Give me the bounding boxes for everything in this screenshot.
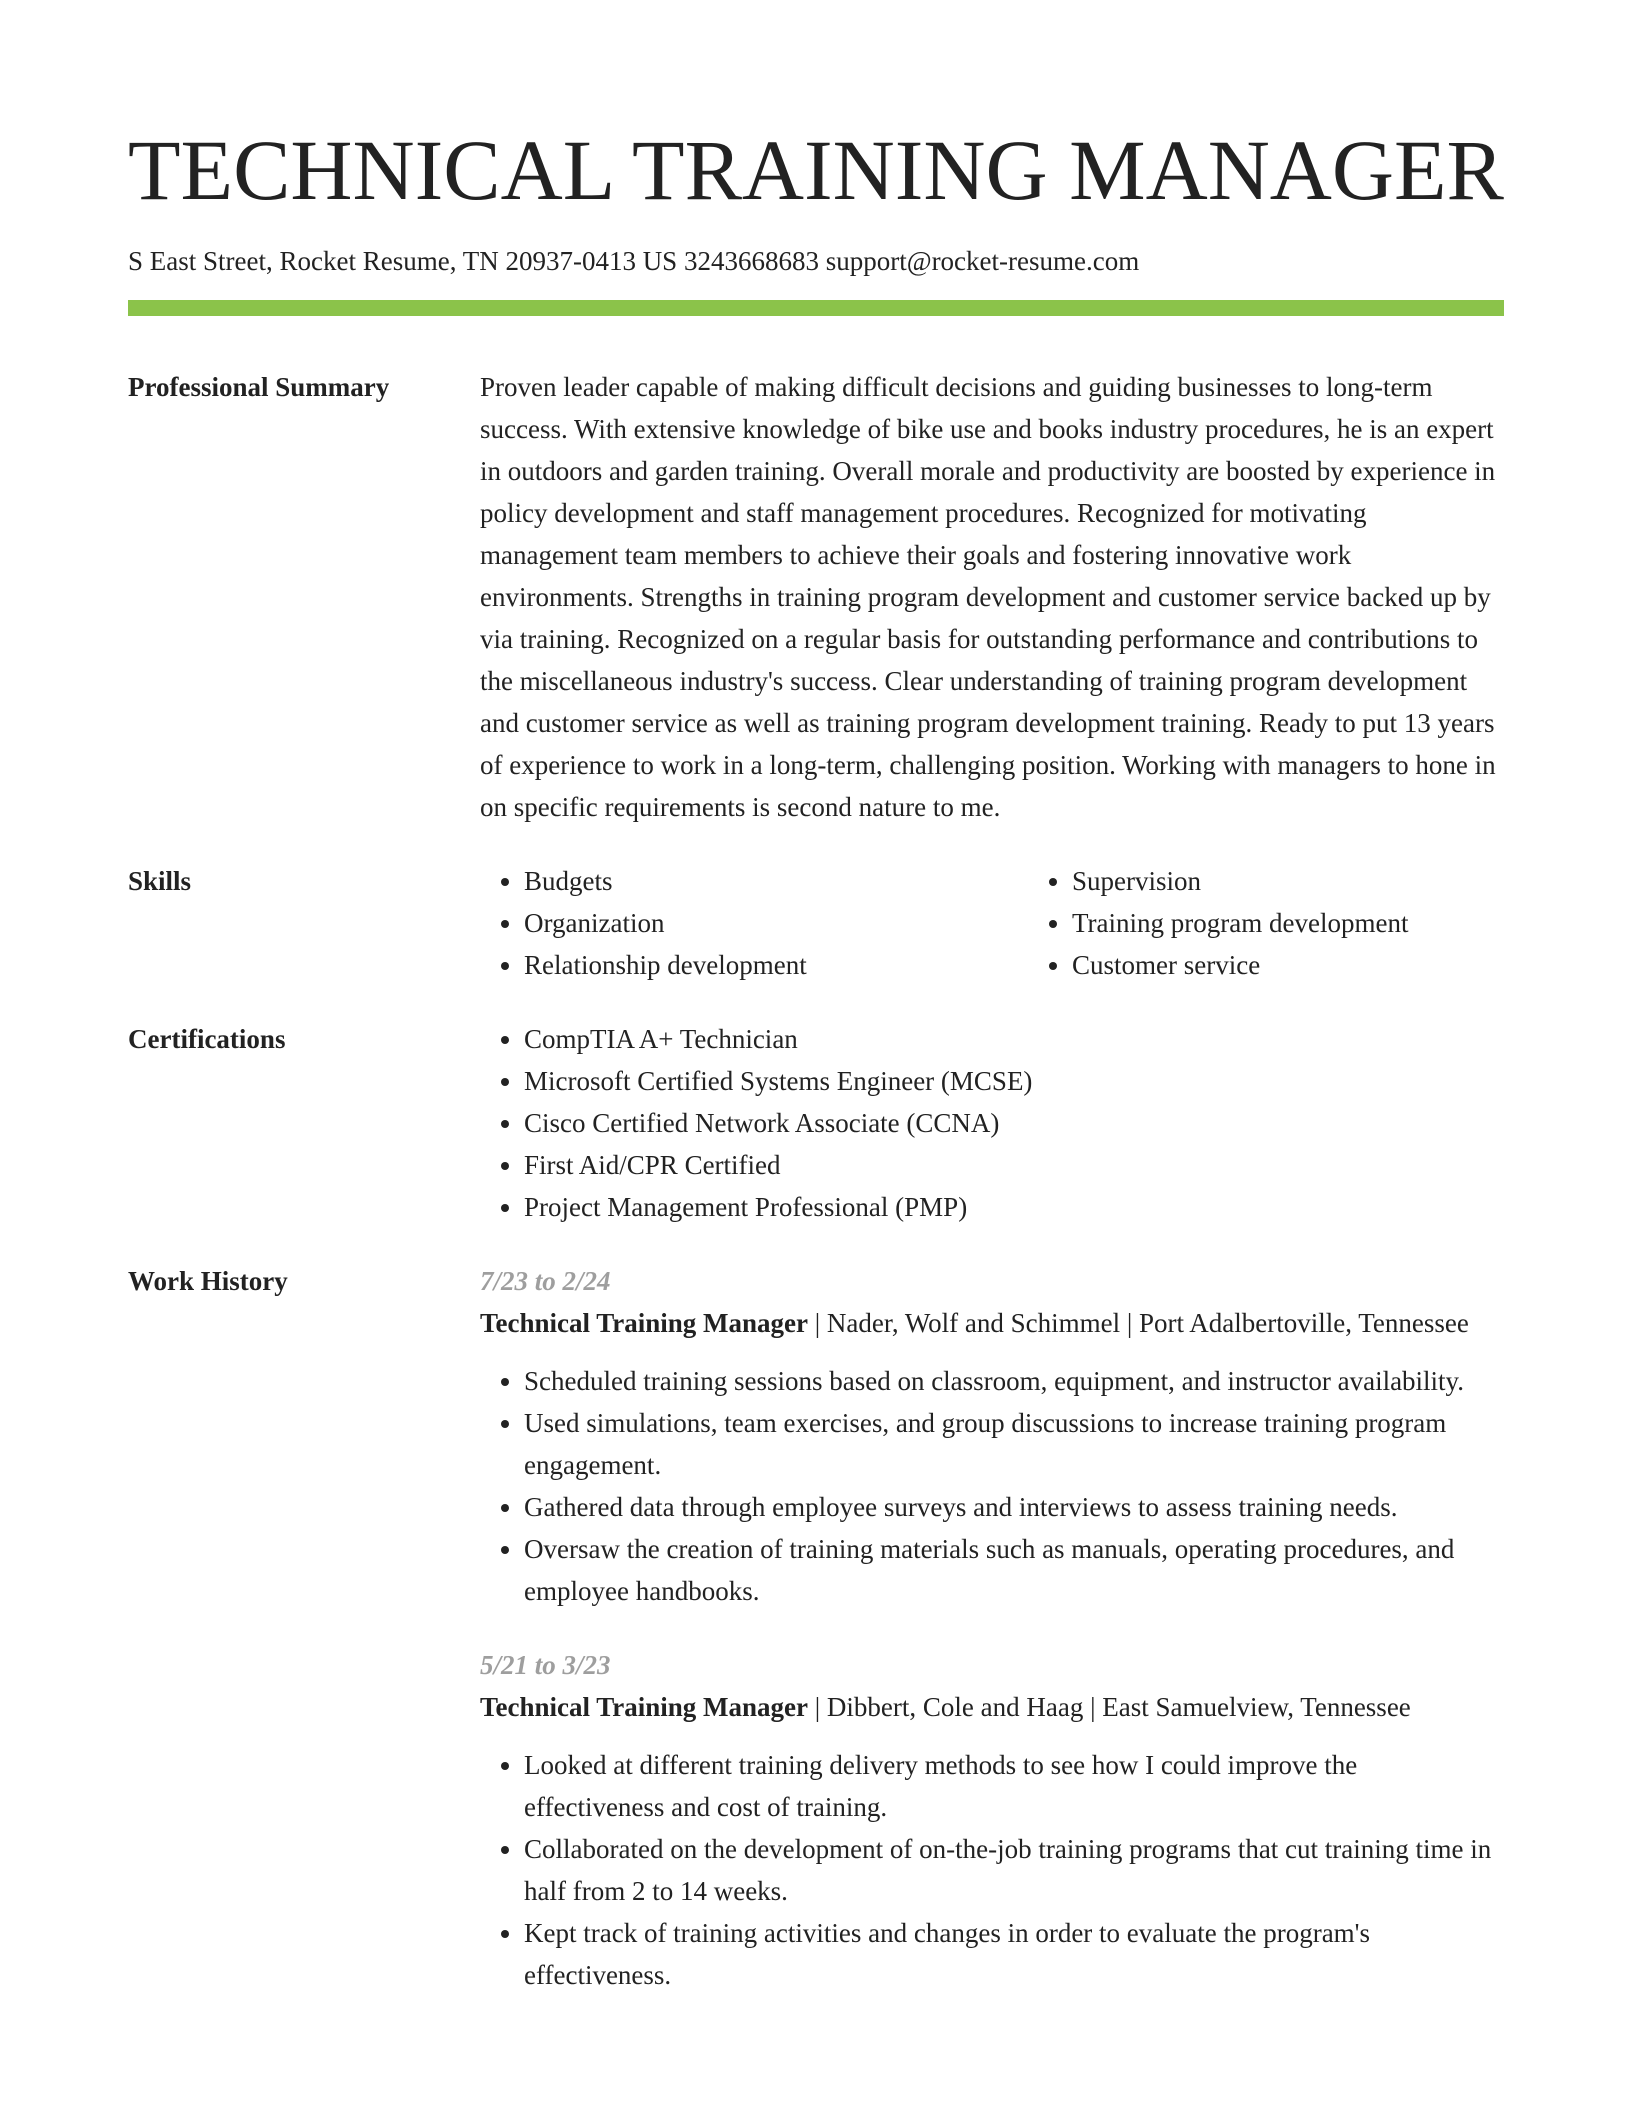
list-item: • Project Management Professional (PMP)	[524, 1186, 1504, 1228]
list-item: • Cisco Certified Network Associate (CCNA)	[524, 1102, 1504, 1144]
job-dates: 5/21 to 3/23	[480, 1650, 611, 1680]
section-heading: Skills	[128, 866, 192, 896]
list-item: • Gathered data through employee surveys and interviews to assess training needs.	[524, 1486, 1504, 1528]
certifications-body	[480, 1018, 1504, 1228]
list-item: • Used simulations, team exercises, and group discussions to increase training program engagement.	[524, 1402, 1504, 1486]
skills-list-right	[1028, 860, 1504, 986]
job-bullets	[480, 1744, 1504, 1996]
list-item: • Customer service	[1072, 944, 1504, 986]
list-item: • Collaborated on the development of on-the-job training programs that cut training time in half from 2 to 14 weeks.	[524, 1828, 1504, 1912]
job-details: | Dibbert, Cole and Haag | East Samuelview, Tennessee	[808, 1692, 1411, 1722]
list-item: • Oversaw the creation of training materials such as manuals, operating procedures, and employee handbooks.	[524, 1528, 1504, 1612]
list-item: • Organization	[524, 902, 1028, 944]
accent-divider	[128, 300, 1504, 316]
job-entry	[480, 1644, 1504, 1996]
job-dates: 7/23 to 2/24	[480, 1266, 611, 1296]
work-history-body	[480, 1260, 1504, 1996]
list-item: • CompTIA A+ Technician	[524, 1018, 1504, 1060]
list-item: • Training program development	[1072, 902, 1504, 944]
list-item: • Kept track of training activities and changes in order to evaluate the program's effectiveness.	[524, 1912, 1504, 1996]
skills-section	[128, 860, 1504, 986]
job-bullets	[480, 1360, 1504, 1612]
contact-line: S East Street, Rocket Resume, TN 20937-0413 US 3243668683 support@rocket-resume.com	[128, 246, 1140, 276]
job-details: | Nader, Wolf and Schimmel | Port Adalbertoville, Tennessee	[808, 1308, 1469, 1338]
work-history-section	[128, 1260, 1504, 1996]
job-entry	[480, 1260, 1504, 1612]
certifications-list	[480, 1018, 1504, 1228]
job-heading	[480, 1302, 1504, 1344]
section-heading: Work History	[128, 1266, 288, 1296]
section-heading: Certifications	[128, 1024, 286, 1054]
skills-grid	[480, 860, 1504, 986]
resume-page	[128, 0, 1504, 1996]
list-item: • Budgets	[524, 860, 1028, 902]
summary-text: Proven leader capable of making difficult decisions and guiding businesses to long-term success. With extensive knowledge of bike use and books industry procedures, he is an expert in outdoors and garden training. Overall morale and productivity are boosted by experience in policy development and staff management procedures. Recognized for motivating management team members to achieve their goals and fostering innovative work environments. Strengths in training program development and customer service backed up by via training. Recognized on a regular basis for outstanding performance and contributions to the miscellaneous industry's success. Clear understanding of training program development and customer service as well as training program development training. Ready to put 13 years of experience to work in a long-term, challenging position. Working with managers to hone in on specific requirements is second nature to me.	[480, 372, 1496, 822]
skills-list-left	[480, 860, 1028, 986]
job-title: Technical Training Manager	[480, 1692, 809, 1722]
list-item: • Microsoft Certified Systems Engineer (MCSE)	[524, 1060, 1504, 1102]
professional-summary-section	[128, 366, 1504, 828]
list-item: • Scheduled training sessions based on classroom, equipment, and instructor availability.	[524, 1360, 1504, 1402]
certifications-section	[128, 1018, 1504, 1228]
list-item: • Relationship development	[524, 944, 1028, 986]
list-item: • Looked at different training delivery methods to see how I could improve the effectiveness and cost of training.	[524, 1744, 1504, 1828]
page-title: TECHNICAL TRAINING MANAGER	[128, 122, 1504, 218]
list-item: • Supervision	[1072, 860, 1504, 902]
section-heading: Professional Summary	[128, 372, 390, 402]
list-item: • First Aid/CPR Certified	[524, 1144, 1504, 1186]
job-title: Technical Training Manager	[480, 1308, 809, 1338]
job-heading	[480, 1686, 1504, 1728]
